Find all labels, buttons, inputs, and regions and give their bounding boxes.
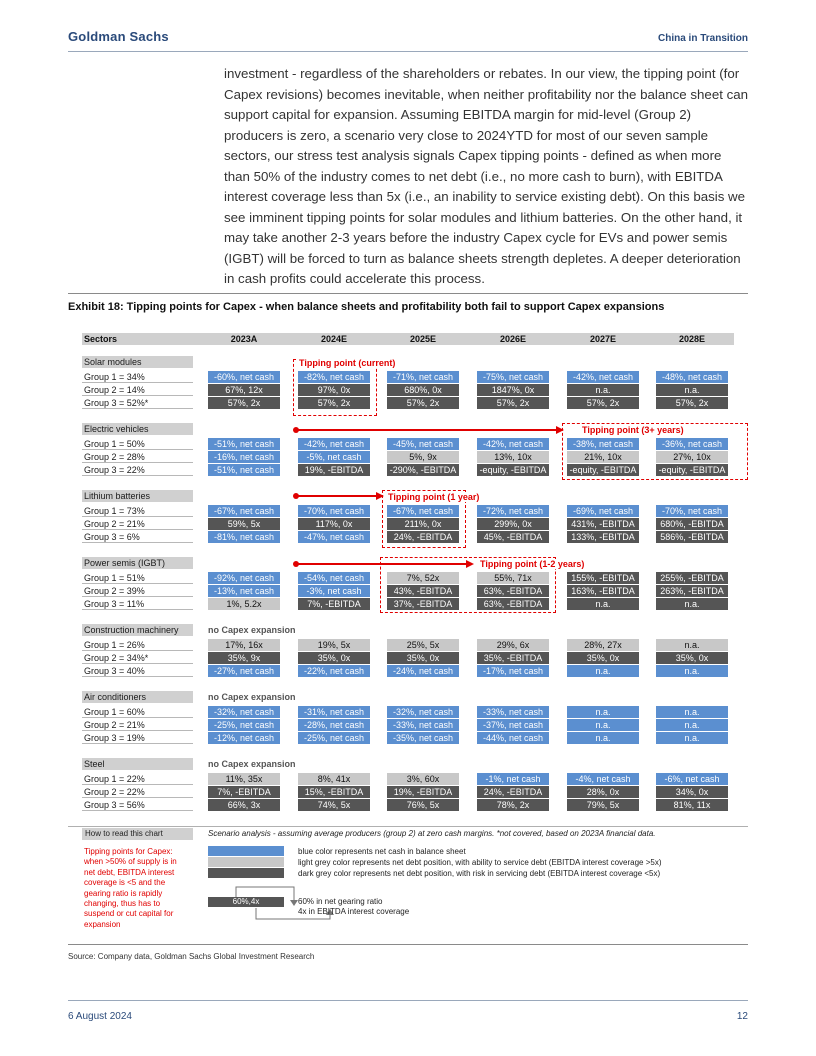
no-capex-label: no Capex expansion [208,692,296,702]
table-cell: -48%, net cash [656,371,728,383]
column-header-2028e: 2028E [656,333,728,345]
sector-title: Air conditioners [82,691,193,703]
table-cell: 431%, -EBITDA [567,518,639,530]
table-cell: -67%, net cash [208,505,280,517]
group-label: Group 2 = 22% [82,786,193,798]
table-cell: 19%, -EBITDA [387,786,459,798]
footer-divider [68,1000,748,1001]
group-label: Group 3 = 40% [82,665,193,677]
group-label: Group 2 = 14% [82,384,193,396]
legend-swatch-blue [208,846,284,856]
table-cell: 35%, 9x [208,652,280,664]
table-cell: -42%, net cash [567,371,639,383]
table-cell: -22%, net cash [298,665,370,677]
table-cell: 8%, 41x [298,773,370,785]
table-cell: -32%, net cash [208,706,280,718]
table-cell: 15%, -EBITDA [298,786,370,798]
legend-dark-text: dark grey color represents net debt position, with risk in servicing debt (EBITDA interest coverage <5x) [298,869,661,878]
exhibit-top-divider [68,293,748,294]
table-cell: -27%, net cash [208,665,280,677]
group-label: Group 3 = 6% [82,531,193,543]
table-cell: 299%, 0x [477,518,549,530]
table-cell: -6%, net cash [656,773,728,785]
column-header-sectors: Sectors [82,333,193,345]
table-cell: -12%, net cash [208,732,280,744]
table-cell: 35%, 0x [656,652,728,664]
group-label: Group 2 = 21% [82,719,193,731]
table-cell: -60%, net cash [208,371,280,383]
table-cell: -71%, net cash [387,371,459,383]
table-cell: n.a. [567,384,639,396]
table-cell: 5%, 9x [387,451,459,463]
table-cell: 66%, 3x [208,799,280,811]
table-cell: -13%, net cash [208,585,280,597]
table-cell: 7%, 52x [387,572,459,584]
arrow-line-ev [296,429,556,431]
legend-swatch-light [208,857,284,867]
sector-title: Solar modules [82,356,193,368]
tipping-label-current: Tipping point (current) [299,358,396,368]
table-cell: -70%, net cash [298,505,370,517]
table-cell: -44%, net cash [477,732,549,744]
group-label: Group 2 = 21% [82,518,193,530]
table-cell: 19%, -EBITDA [298,464,370,476]
table-cell: n.a. [656,598,728,610]
table-cell: -42%, net cash [298,438,370,450]
table-cell: 57%, 2x [387,397,459,409]
page-number: 12 [736,1011,748,1022]
table-cell: 680%, -EBITDA [656,518,728,530]
tipping-definition: Tipping points for Capex: when >50% of supply is in net debt, EBITDA interest coverage is <5 and the gearing ratio is rapidly changing, thus has to suspend or cut capital for expansion [84,847,177,929]
table-cell: 29%, 6x [477,639,549,651]
column-header-2026e: 2026E [477,333,549,345]
group-label: Group 3 = 22% [82,464,193,476]
table-cell: -equity, -EBITDA [567,464,639,476]
table-cell: 74%, 5x [298,799,370,811]
table-cell: 17%, 16x [208,639,280,651]
table-cell: 27%, 10x [656,451,728,463]
table-cell: 263%, -EBITDA [656,585,728,597]
column-header-2025e: 2025E [387,333,459,345]
table-cell: 586%, -EBITDA [656,531,728,543]
group-label: Group 2 = 28% [82,451,193,463]
table-cell: 63%, -EBITDA [477,598,549,610]
report-title: China in Transition [657,33,748,44]
table-cell: -45%, net cash [387,438,459,450]
table-cell: 680%, 0x [387,384,459,396]
group-label: Group 1 = 34% [82,371,193,383]
group-label: Group 1 = 73% [82,505,193,517]
table-cell: -25%, net cash [298,732,370,744]
group-label: Group 1 = 51% [82,572,193,584]
table-cell: n.a. [656,706,728,718]
table-cell: 133%, -EBITDA [567,531,639,543]
table-cell: 7%, -EBITDA [298,598,370,610]
tipping-label-lithium: Tipping point (1 year) [388,492,480,502]
column-header-2023a: 2023A [208,333,280,345]
how-to-read: How to read this chart [85,829,163,838]
table-cell: -33%, net cash [477,706,549,718]
column-header-2027e: 2027E [567,333,639,345]
table-cell: -33%, net cash [387,719,459,731]
source-divider [68,944,748,945]
group-label: Group 1 = 50% [82,438,193,450]
sector-title: Construction machinery [82,624,193,636]
table-cell: n.a. [656,639,728,651]
table-cell: -38%, net cash [567,438,639,450]
table-cell: n.a. [567,665,639,677]
table-cell: -51%, net cash [208,438,280,450]
table-cell: -47%, net cash [298,531,370,543]
table-cell: 7%, -EBITDA [208,786,280,798]
table-cell: n.a. [656,719,728,731]
table-cell: -70%, net cash [656,505,728,517]
table-cell: 28%, 27x [567,639,639,651]
table-cell: -equity, -EBITDA [656,464,728,476]
table-cell: -16%, net cash [208,451,280,463]
table-cell: 97%, 0x [298,384,370,396]
table-cell: 155%, -EBITDA [567,572,639,584]
legend-example-cell: 60%,4x [208,897,284,907]
table-cell: -82%, net cash [298,371,370,383]
table-cell: -92%, net cash [208,572,280,584]
table-cell: 55%, 71x [477,572,549,584]
table-cell: 57%, 2x [208,397,280,409]
table-cell: -31%, net cash [298,706,370,718]
tipping-label-igbt: Tipping point (1-2 years) [480,559,585,569]
table-cell: 3%, 60x [387,773,459,785]
table-cell: 211%, 0x [387,518,459,530]
table-cell: 24%, -EBITDA [387,531,459,543]
scenario-note: Scenario analysis - assuming average producers (group 2) at zero cash margins. *not covered, based on 2023A financial data. [208,829,656,838]
table-cell: 57%, 2x [477,397,549,409]
table-cell: 1847%, 0x [477,384,549,396]
group-label: Group 1 = 26% [82,639,193,651]
table-cell: -17%, net cash [477,665,549,677]
table-cell: 28%, 0x [567,786,639,798]
table-cell: 13%, 10x [477,451,549,463]
group-label: Group 3 = 19% [82,732,193,744]
table-cell: 163%, -EBITDA [567,585,639,597]
group-label: Group 2 = 39% [82,585,193,597]
table-cell: 35%, 0x [567,652,639,664]
table-cell: -32%, net cash [387,706,459,718]
no-capex-label: no Capex expansion [208,759,296,769]
table-cell: -67%, net cash [387,505,459,517]
table-cell: -25%, net cash [208,719,280,731]
table-cell: -1%, net cash [477,773,549,785]
table-cell: -51%, net cash [208,464,280,476]
table-cell: -4%, net cash [567,773,639,785]
group-label: Group 1 = 22% [82,773,193,785]
footer-date: 6 August 2024 [68,1011,132,1022]
legend-gearing-text: 60% in net gearing ratio [298,897,383,906]
table-cell: 255%, -EBITDA [656,572,728,584]
column-header-2024e: 2024E [298,333,370,345]
table-cell: -5%, net cash [298,451,370,463]
arrow-line-lithium [296,495,376,497]
table-cell: 34%, 0x [656,786,728,798]
table-cell: -3%, net cash [298,585,370,597]
table-cell: 117%, 0x [298,518,370,530]
exhibit-title: Exhibit 18: Tipping points for Capex - when balance sheets and profitability both fail to support Capex expansions [68,301,665,313]
table-cell: n.a. [567,732,639,744]
table-cell: -72%, net cash [477,505,549,517]
table-cell: 35%, -EBITDA [477,652,549,664]
brand-name: Goldman Sachs [68,29,169,44]
table-cell: 24%, -EBITDA [477,786,549,798]
table-cell: 35%, 0x [387,652,459,664]
sector-title: Steel [82,758,193,770]
group-label: Group 1 = 60% [82,706,193,718]
legend-divider [68,826,748,827]
table-cell: n.a. [567,719,639,731]
body-paragraph: investment - regardless of the shareholders or rebates. In our view, the tipping point (for Capex revisions) becomes inevitable, when neither profitability nor the balance sheet can support capital for expansion. Assuming EBITDA margin for mid-level (Group 2) producers is zero, a scenario very close to 2024YTD for most of our seven sample sectors, our stress test analysis signals Capex tipping points - defined as when more than 50% of the industry comes to net debt (i.e., no more cash to burn), with EBITDA interest coverage less than 5x (i.e., an inability to service existing debt). On this basis we see imminent tipping points for solar modules and lithium batteries. On the other hand, it may take another 2-3 years before the industry Capex cycle for EVs and power semis (IGBT) will be forced to turn as balance sheets strength depletes. A deeper deterioration in cash profits could accelerate this process. [224,66,749,286]
group-label: Group 3 = 52%* [82,397,193,409]
table-cell: -290%, -EBITDA [387,464,459,476]
table-cell: -81%, net cash [208,531,280,543]
table-cell: -69%, net cash [567,505,639,517]
no-capex-label: no Capex expansion [208,625,296,635]
sector-title: Electric vehicles [82,423,193,435]
table-cell: 11%, 35x [208,773,280,785]
table-cell: 1%, 5.2x [208,598,280,610]
group-label: Group 2 = 34%* [82,652,193,664]
legend-swatch-dark [208,868,284,878]
group-label: Group 3 = 56% [82,799,193,811]
table-cell: 81%, 11x [656,799,728,811]
table-cell: 63%, -EBITDA [477,585,549,597]
table-cell: 59%, 5x [208,518,280,530]
sector-title: Lithium batteries [82,490,193,502]
table-cell: -equity, -EBITDA [477,464,549,476]
table-cell: 19%, 5x [298,639,370,651]
table-cell: n.a. [567,598,639,610]
table-cell: 67%, 12x [208,384,280,396]
table-cell: -37%, net cash [477,719,549,731]
legend-coverage-text: 4x in EBITDA interest coverage [298,907,410,916]
table-cell: 43%, -EBITDA [387,585,459,597]
table-cell: 45%, -EBITDA [477,531,549,543]
table-cell: n.a. [656,665,728,677]
table-cell: 25%, 5x [387,639,459,651]
header-divider [68,51,748,52]
table-cell: -54%, net cash [298,572,370,584]
legend-blue-text: blue color represents net cash in balance sheet [298,847,466,856]
table-cell: -35%, net cash [387,732,459,744]
table-cell: 37%, -EBITDA [387,598,459,610]
table-cell: -42%, net cash [477,438,549,450]
table-cell: -75%, net cash [477,371,549,383]
table-cell: 35%, 0x [298,652,370,664]
table-cell: 57%, 2x [656,397,728,409]
table-cell: n.a. [567,706,639,718]
table-cell: -28%, net cash [298,719,370,731]
table-cell: 21%, 10x [567,451,639,463]
table-cell: 57%, 2x [567,397,639,409]
table-cell: -24%, net cash [387,665,459,677]
sector-title: Power semis (IGBT) [82,557,193,569]
source-note: Source: Company data, Goldman Sachs Global Investment Research [68,952,315,961]
table-cell: -36%, net cash [656,438,728,450]
table-cell: 57%, 2x [298,397,370,409]
group-label: Group 3 = 11% [82,598,193,610]
legend-light-text: light grey color represents net debt position, with ability to service debt (EBITDA interest coverage >5x) [298,858,662,867]
tipping-label-ev: Tipping point (3+ years) [582,425,684,435]
table-cell: n.a. [656,732,728,744]
table-cell: n.a. [656,384,728,396]
table-cell: 76%, 5x [387,799,459,811]
table-cell: 79%, 5x [567,799,639,811]
table-cell: 78%, 2x [477,799,549,811]
